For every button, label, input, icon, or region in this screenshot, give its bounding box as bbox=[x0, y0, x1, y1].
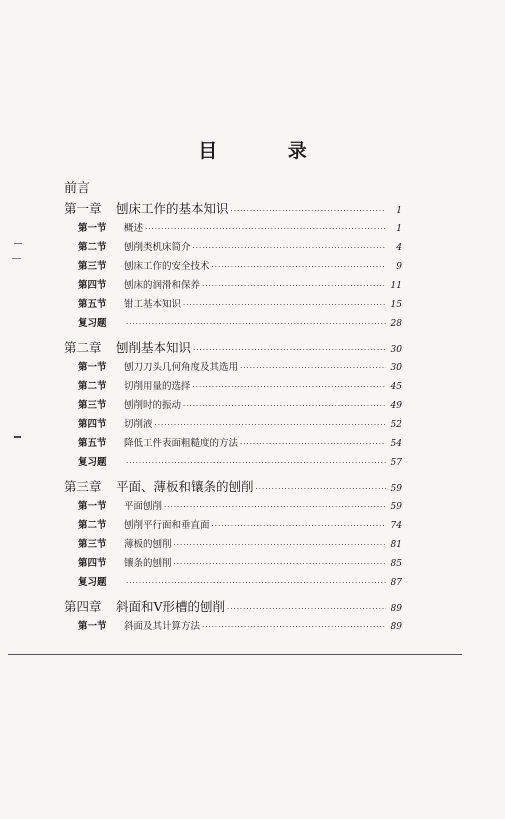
dot-leader bbox=[231, 201, 386, 222]
chapter-title: 斜面和V形槽的刨削 bbox=[116, 599, 226, 614]
toc-review-entry[interactable] bbox=[64, 453, 402, 472]
section-title: 刨床的润滑和保养 bbox=[124, 280, 201, 291]
dot-leader bbox=[183, 296, 386, 315]
scan-mark bbox=[14, 436, 21, 438]
toc-section-entry[interactable] bbox=[64, 377, 402, 396]
toc-chapter-entry[interactable] bbox=[64, 476, 402, 497]
section-title: 斜面及其计算方法 bbox=[124, 621, 201, 632]
page-number: 45 bbox=[390, 382, 402, 392]
chapter-label: 第四章 bbox=[64, 599, 102, 614]
page-number: 11 bbox=[390, 281, 402, 291]
section-title: 刨床工作的安全技术 bbox=[124, 261, 210, 272]
toc-chapter-entry[interactable] bbox=[64, 198, 402, 219]
dot-leader bbox=[212, 258, 386, 277]
dot-leader bbox=[193, 239, 386, 258]
dot-leader bbox=[126, 315, 386, 334]
dot-leader bbox=[174, 536, 386, 555]
section-title: 刨刀刀头几何角度及其选用 bbox=[124, 362, 239, 373]
section-title: 薄板的刨削 bbox=[124, 539, 172, 550]
section-title: 刨削平行面和垂直面 bbox=[124, 520, 210, 531]
dot-leader bbox=[155, 416, 386, 435]
dot-leader bbox=[240, 359, 386, 378]
toc-section-entry[interactable] bbox=[64, 434, 402, 453]
toc-section-entry[interactable] bbox=[64, 295, 402, 314]
section-label: 第二节 bbox=[78, 242, 107, 253]
page-number: 1 bbox=[396, 224, 402, 234]
chapter-title: 刨床工作的基本知识 bbox=[116, 201, 229, 216]
section-title: 概述 bbox=[124, 223, 144, 234]
section-label: 第一节 bbox=[78, 223, 107, 234]
page-number: 49 bbox=[390, 401, 402, 411]
toc-section-entry[interactable] bbox=[64, 554, 402, 573]
dot-leader bbox=[202, 277, 386, 296]
page-number: 57 bbox=[390, 458, 402, 468]
section-title: 降低工件表面粗糙度的方法 bbox=[124, 438, 239, 449]
chapter-label: 第二章 bbox=[64, 340, 102, 355]
toc-review-entry[interactable] bbox=[64, 314, 402, 333]
dot-leader bbox=[174, 555, 386, 574]
section-label: 第四节 bbox=[78, 558, 107, 569]
chapter-label: 第三章 bbox=[64, 479, 102, 494]
page-number: 89 bbox=[390, 622, 402, 632]
dot-leader bbox=[227, 599, 386, 620]
toc-section-entry[interactable] bbox=[64, 617, 402, 636]
section-label: 第二节 bbox=[78, 520, 107, 531]
page-number: 9 bbox=[396, 262, 402, 272]
dot-leader bbox=[145, 220, 386, 239]
section-label: 复习题 bbox=[78, 457, 107, 468]
preface-entry[interactable]: 前言 bbox=[64, 181, 91, 196]
page-number: 15 bbox=[390, 300, 402, 310]
toc-chapter-entry[interactable] bbox=[64, 596, 402, 617]
dot-leader bbox=[126, 574, 386, 593]
toc-section-entry[interactable] bbox=[64, 257, 402, 276]
toc-chapters bbox=[64, 198, 402, 636]
section-title: 刨削类机床简介 bbox=[124, 242, 191, 253]
table-of-contents bbox=[64, 180, 402, 636]
page-number: 74 bbox=[390, 521, 402, 531]
section-label: 第三节 bbox=[78, 400, 107, 411]
dot-leader bbox=[183, 397, 386, 416]
chapter-title: 平面、薄板和镶条的刨削 bbox=[116, 479, 254, 494]
toc-section-entry[interactable] bbox=[64, 276, 402, 295]
section-label: 第一节 bbox=[78, 501, 107, 512]
section-title: 切削用量的选择 bbox=[124, 381, 191, 392]
page-number: 30 bbox=[390, 345, 402, 355]
section-title: 镶条的刨削 bbox=[124, 558, 172, 569]
section-label: 第二节 bbox=[78, 381, 107, 392]
toc-section-entry[interactable] bbox=[64, 535, 402, 554]
section-label: 第三节 bbox=[78, 261, 107, 272]
dot-leader bbox=[202, 618, 386, 637]
dot-leader bbox=[240, 435, 386, 454]
page-number: 52 bbox=[390, 420, 402, 430]
dot-leader bbox=[256, 479, 386, 500]
dot-leader bbox=[193, 378, 386, 397]
toc-chapter-entry[interactable] bbox=[64, 337, 402, 358]
page-number: 59 bbox=[390, 502, 402, 512]
section-label: 第一节 bbox=[78, 621, 107, 632]
dot-leader bbox=[126, 454, 386, 473]
dot-leader bbox=[164, 498, 386, 517]
section-label: 复习题 bbox=[78, 318, 107, 329]
page-number: 28 bbox=[390, 319, 402, 329]
toc-section-entry[interactable] bbox=[64, 238, 402, 257]
page-number: 1 bbox=[396, 206, 402, 216]
section-label: 第四节 bbox=[78, 280, 107, 291]
toc-review-entry[interactable] bbox=[64, 573, 402, 592]
page-number: 54 bbox=[390, 439, 402, 449]
scan-mark bbox=[14, 243, 22, 244]
section-title: 刨削时的振动 bbox=[124, 400, 182, 411]
section-title: 钳工基本知识 bbox=[124, 299, 182, 310]
toc-section-entry[interactable] bbox=[64, 358, 402, 377]
page-title: 目 录 bbox=[198, 140, 339, 162]
section-label: 第一节 bbox=[78, 362, 107, 373]
toc-section-entry[interactable] bbox=[64, 396, 402, 415]
section-label: 复习题 bbox=[78, 577, 107, 588]
toc-section-entry[interactable] bbox=[64, 497, 402, 516]
scan-mark bbox=[12, 258, 21, 259]
page-number: 59 bbox=[390, 484, 402, 494]
toc-section-entry[interactable] bbox=[64, 415, 402, 434]
section-label: 第三节 bbox=[78, 539, 107, 550]
section-label: 第四节 bbox=[78, 419, 107, 430]
page-number: 89 bbox=[390, 604, 402, 614]
chapter-title: 刨削基本知识 bbox=[116, 340, 192, 355]
page-number: 85 bbox=[390, 559, 402, 569]
page-number: 4 bbox=[396, 243, 402, 253]
page-number: 87 bbox=[390, 578, 402, 588]
page-number: 30 bbox=[390, 363, 402, 373]
toc-section-entry[interactable] bbox=[64, 516, 402, 535]
toc-section-entry[interactable] bbox=[64, 219, 402, 238]
section-title: 平面刨削 bbox=[124, 501, 163, 512]
page-number: 81 bbox=[390, 540, 402, 550]
chapter-label: 第一章 bbox=[64, 201, 102, 216]
section-label: 第五节 bbox=[78, 299, 107, 310]
section-title: 切削液 bbox=[124, 419, 153, 430]
section-label: 第五节 bbox=[78, 438, 107, 449]
bottom-rule bbox=[8, 654, 462, 655]
dot-leader bbox=[212, 517, 386, 536]
